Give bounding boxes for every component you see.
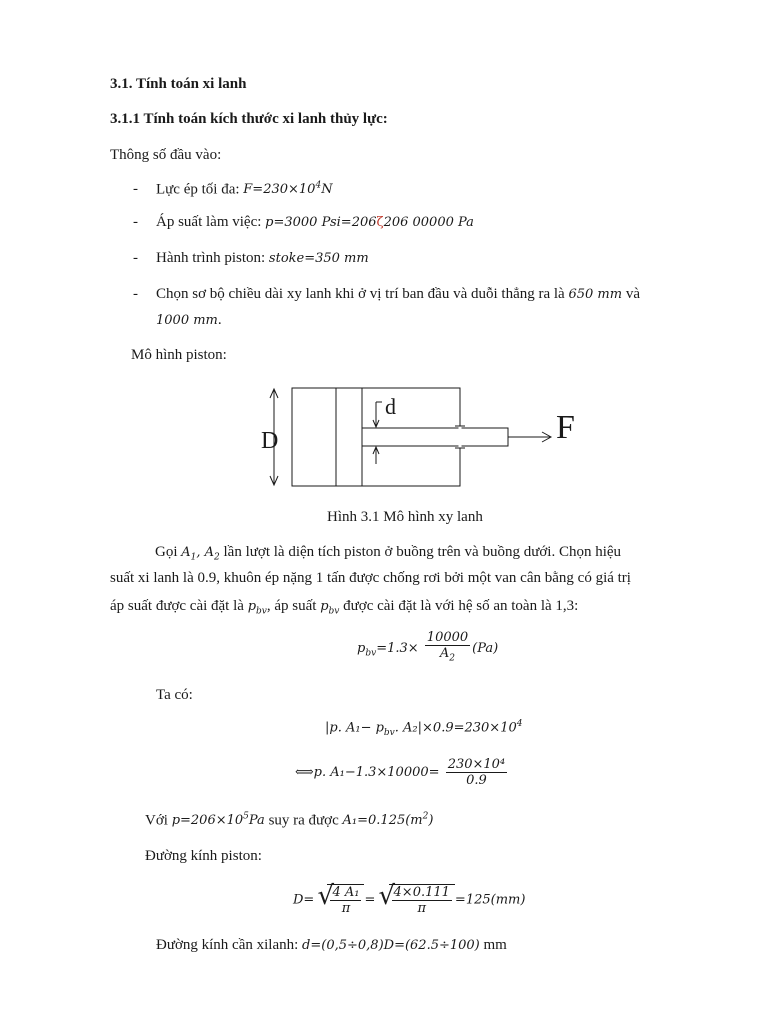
rod-diameter-line: [156, 937, 507, 954]
para1-line3-a: áp suất được cài đặt là: [110, 598, 244, 614]
with-formula-exp: 5: [243, 812, 249, 822]
pressure-error-mark: ζ: [376, 215, 384, 230]
eq1-denominator: [425, 646, 470, 667]
eq4-rhs: =125(mm): [454, 892, 526, 908]
section-title: 3.1. Tính toán xi lanh: [110, 76, 247, 92]
with-formula: [172, 813, 265, 828]
eq4-numerator-1: √ 4 A₁: [332, 885, 360, 900]
eq4-numerator-2: √ 4×0.111: [393, 885, 450, 900]
eq4-sqrt-2: [389, 884, 455, 916]
bullet-length-value-b: 1000 mm: [156, 313, 218, 328]
equation-equivalent: [295, 757, 509, 788]
para1-a: Gọi: [155, 544, 178, 560]
eq4-fraction-1: [330, 885, 361, 916]
label-F: F: [556, 409, 575, 446]
eq3-lhs: p. A₁−1.3×10000=: [313, 765, 440, 780]
pbv-subscript: bv: [328, 606, 340, 617]
input-intro: Thông số đầu vào:: [110, 147, 222, 163]
eq1-unit: (Pa): [472, 640, 499, 656]
piston-diameter-label: Đường kính piston:: [145, 848, 262, 864]
para1-line3-c: được cài đặt là với hệ số an toàn là 1,3:: [343, 598, 579, 614]
eq4-denominator-1: π: [341, 901, 351, 916]
ta-co-label: Ta có:: [156, 687, 193, 703]
equation-balance: [325, 719, 522, 738]
force-formula-unit: N: [321, 182, 333, 198]
model-intro: Mô hình piston:: [131, 347, 227, 363]
with-result-close: ): [428, 813, 434, 829]
eq2-sub: bv: [383, 727, 395, 738]
bullet-dash: -: [133, 250, 138, 266]
eq1-lhs: p: [357, 640, 366, 656]
eq4-sqrt-1: [327, 884, 364, 916]
paragraph-line1: [155, 544, 621, 563]
rod-label: Đường kính cần xilanh:: [156, 937, 299, 953]
rod-formula: d=(0,5÷0,8)D=(62.5÷100): [302, 938, 480, 953]
with-result-exp: 2: [422, 812, 429, 822]
eq1-mid: =1.3×: [376, 640, 419, 656]
pbv-symbol: p: [247, 599, 257, 614]
bullet-dash: -: [133, 214, 138, 230]
eq4-lhs: D=: [293, 892, 315, 908]
bullet-stroke-formula: stoke=350 mm: [268, 251, 369, 266]
bullet-stroke-label: Hành trình piston:: [156, 250, 266, 266]
bullet-length-value-a: 650 mm: [568, 287, 623, 302]
bullet-length-text-a: Chọn sơ bộ chiều dài xy lanh khi ở vị trí ban đầu và duỗi thẳng ra là: [156, 286, 565, 302]
eq2-rest: . A₂|×0.9=230×10: [394, 720, 517, 736]
bullet-dash: -: [133, 286, 138, 302]
bullet-length-line2: [156, 312, 222, 329]
bullet-length-text-b: và: [625, 286, 640, 302]
bullet-pressure-label: Áp suất làm việc:: [156, 214, 262, 230]
paragraph-line2: suất xi lanh là 0.9, khuôn ép nặng 1 tấn được chống rơi bởi một van cân bằng có giá trị: [110, 570, 631, 586]
eq4-equals: =: [364, 892, 376, 908]
with-line: [145, 812, 433, 829]
force-formula-text: F=230×10: [243, 182, 316, 198]
para1-vars: $A_1$, $A_2$: [181, 545, 220, 563]
figure-caption: Hình 3.1 Mô hình xy lanh: [327, 509, 483, 525]
piston-rod: [362, 428, 508, 446]
label-d: d: [385, 394, 396, 419]
with-result: [343, 813, 434, 828]
eq3-fraction: [446, 757, 507, 788]
equation-pbv: [357, 630, 498, 667]
rod-unit: mm: [483, 937, 507, 953]
eq1-sub: bv: [365, 648, 377, 659]
bullet-force-formula: [243, 182, 332, 197]
eq2-text: |p. A₁− p: [325, 720, 384, 736]
equation-diameter: [293, 884, 525, 916]
eq1-den-sub: 2: [449, 653, 456, 664]
eq1-den-var: A: [439, 646, 450, 661]
pbv-symbol: p: [320, 599, 329, 614]
para1-pbv-1: [247, 599, 267, 617]
eq4-fraction-2: [392, 885, 452, 916]
pressure-formula-b: 206 00000 Pa: [383, 215, 474, 230]
with-b: suy ra được: [268, 812, 339, 829]
eq3-denominator: 0.9: [466, 773, 487, 788]
bullet-pressure: [156, 214, 474, 231]
with-result-text: A₁=0.125(m: [342, 813, 423, 829]
eq3-numerator: 230×10⁴: [447, 757, 506, 772]
bullet-force: [156, 181, 333, 198]
eq4-denominator-2: π: [417, 901, 426, 916]
para1-pbv-2: [320, 599, 340, 617]
eq2-exp: 4: [516, 719, 523, 729]
with-formula-text: p=206×10: [171, 813, 244, 829]
with-formula-unit: Pa: [248, 813, 265, 829]
eq1-fraction: [425, 630, 470, 667]
piston-diagram: [250, 378, 590, 496]
subsection-title: 3.1.1 Tính toán kích thước xi lanh thủy lực:: [110, 111, 388, 127]
pressure-formula-a: p=3000 Psi=206: [265, 215, 377, 230]
bullet-length-end: .: [217, 312, 222, 328]
bullet-dash: -: [133, 181, 138, 197]
with-a: Với: [145, 812, 168, 829]
para1-line3-b: , áp suất: [266, 598, 317, 614]
label-D: D: [261, 428, 279, 454]
pbv-subscript: bv: [256, 606, 267, 617]
eq3-arrow: ⟺: [295, 765, 314, 780]
bullet-force-label: Lực ép tối đa:: [156, 181, 240, 198]
paragraph-line3: [110, 598, 578, 617]
bullet-stroke: [156, 250, 369, 267]
para1-b: lần lượt là diện tích piston ở buồng trên và buồng dưới. Chọn hiệu: [223, 544, 622, 560]
bullet-length-line1: [156, 286, 640, 303]
force-formula-exp: 4: [315, 181, 322, 191]
bullet-pressure-formula: [265, 215, 474, 230]
eq1-numerator: 10000: [426, 630, 469, 645]
